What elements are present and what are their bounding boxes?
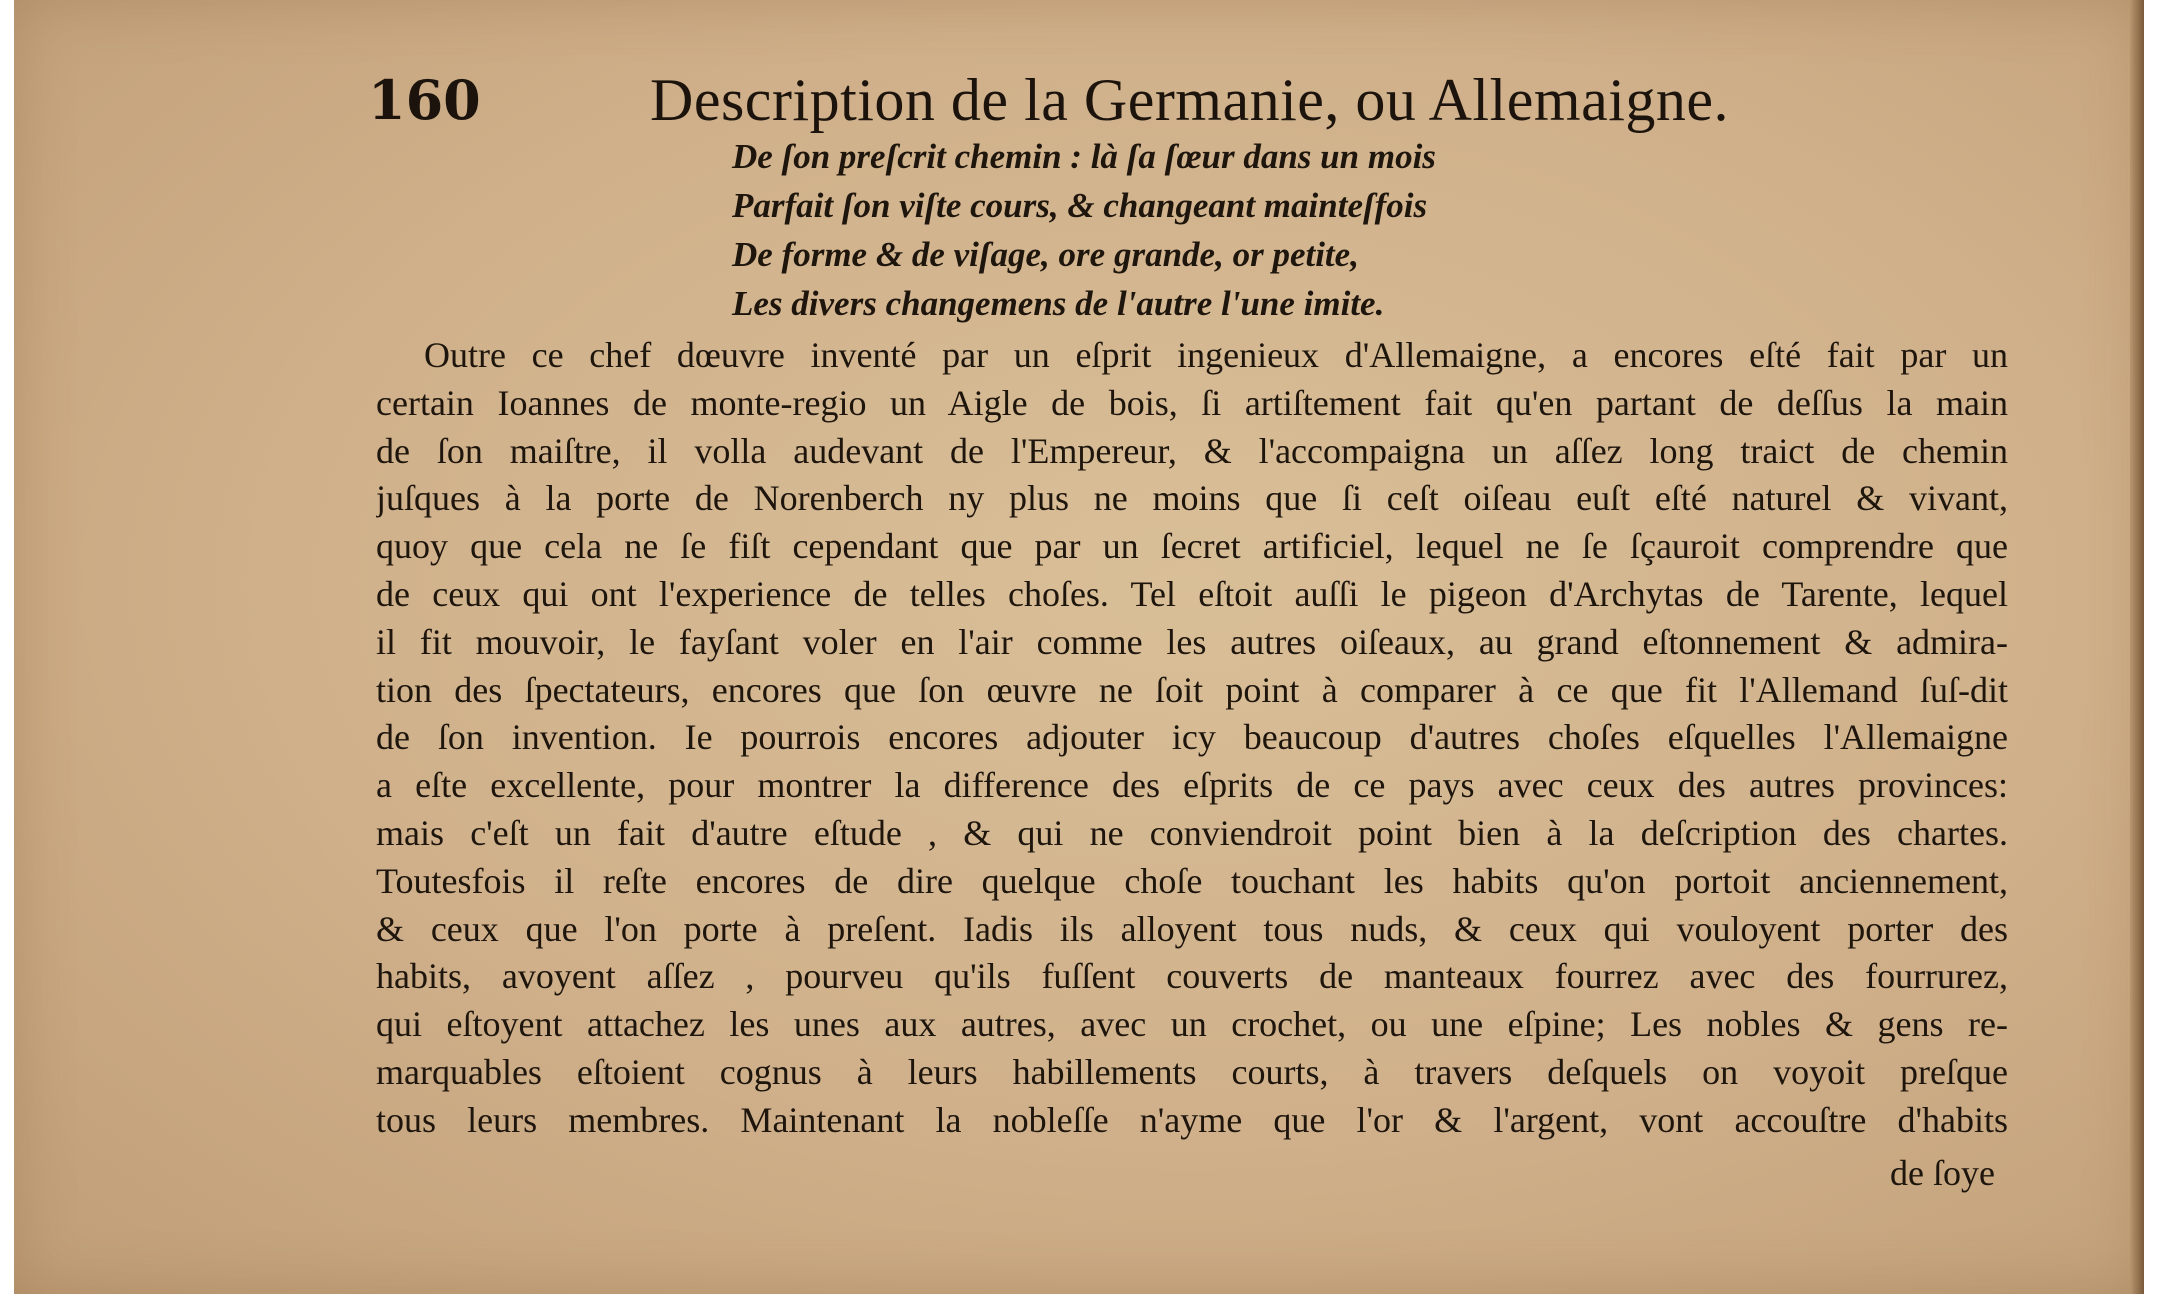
verse-line: Parfait ſon viſte cours, & changeant mainteſfois (732, 186, 1428, 225)
text-line: certain Ioannes de monte-regio un Aigle de bois, ſi artiſtement fait qu'en partant de deſſus la main (376, 382, 2008, 423)
text-line: marquables eſtoient cognus à leurs habillements courts, à travers deſquels on voyoit preſque (376, 1051, 2008, 1092)
text-line: mais c'eſt un fait d'autre eſtude , & qui ne conviendroit point bien à la deſcription des chartes. (376, 812, 2008, 853)
text-line: qui eſtoyent attachez les unes aux autres, avec un crochet, ou une eſpine; Les nobles & gens re- (376, 1004, 2008, 1045)
text-line: il fit mouvoir, le fayſant voler en l'air comme les autres oiſeaux, au grand eſtonnement & admira- (376, 621, 2008, 662)
text-line: juſques à la porte de Norenberch ny plus ne moins que ſi ceſt oiſeau euſt eſté naturel & vivant, (376, 478, 2008, 519)
text-line: habits, avoyent aſſez , pourveu qu'ils fuſſent couverts de manteaux fourrez avec des fourrurez, (376, 956, 2008, 997)
text-line: Outre ce chef dœuvre inventé par un eſprit ingenieux d'Allemaigne, a encores eſté fait par un (424, 335, 2008, 375)
text-line: tion des ſpectateurs, encores que ſon œuvre ne ſoit point à comparer à ce que fit l'Allemand ſuſ-dit (376, 669, 2008, 710)
text-line: de ſon maiſtre, il volla audevant de l'Empereur, & l'accompaigna un aſſez long traict de chemin (376, 430, 2008, 471)
verse-line: Les divers changemens de l'autre l'une imite. (732, 284, 1385, 323)
text-line: quoy que cela ne ſe fiſt cependant que par un ſecret artificiel, lequel ne ſe ſçauroit comprendre que (376, 526, 2008, 567)
verse-block (732, 132, 1732, 328)
page-title: Description de la Germanie, ou Allemaigne. (650, 67, 1729, 133)
text-line: de ſon invention. Ie pourrois encores adjouter icy beaucoup d'autres choſes eſquelles l'Allemaigne (376, 717, 2008, 758)
verse-line: De forme & de viſage, ore grande, or petite, (732, 235, 1359, 274)
text-line: de ceux qui ont l'experience de telles choſes. Tel eſtoit auſſi le pigeon d'Archytas de Tarente, lequel (376, 573, 2008, 614)
text-line: a eſte excellente, pour montrer la difference des eſprits de ce pays avec ceux des autres provinces: (376, 765, 2008, 806)
page-edge (2130, 0, 2144, 1294)
verse-line: De ſon preſcrit chemin : là ſa ſœur dans un mois (732, 137, 1436, 176)
text-line: Toutesfois il reſte encores de dire quelque choſe touchant les habits qu'on portoit anciennement, (376, 860, 2008, 901)
body-text (376, 332, 2008, 1145)
book-page (14, 0, 2144, 1294)
page-number: 160 (368, 68, 481, 132)
text-line: & ceux que l'on porte à preſent. Iadis ils alloyent tous nuds, & ceux qui vouloyent porter des (376, 908, 2008, 949)
text-line: tous leurs membres. Maintenant la nobleſſe n'ayme que l'or & l'argent, vont accouſtre d'habits (376, 1099, 2008, 1140)
catchword: de ſoye (1890, 1153, 1995, 1193)
